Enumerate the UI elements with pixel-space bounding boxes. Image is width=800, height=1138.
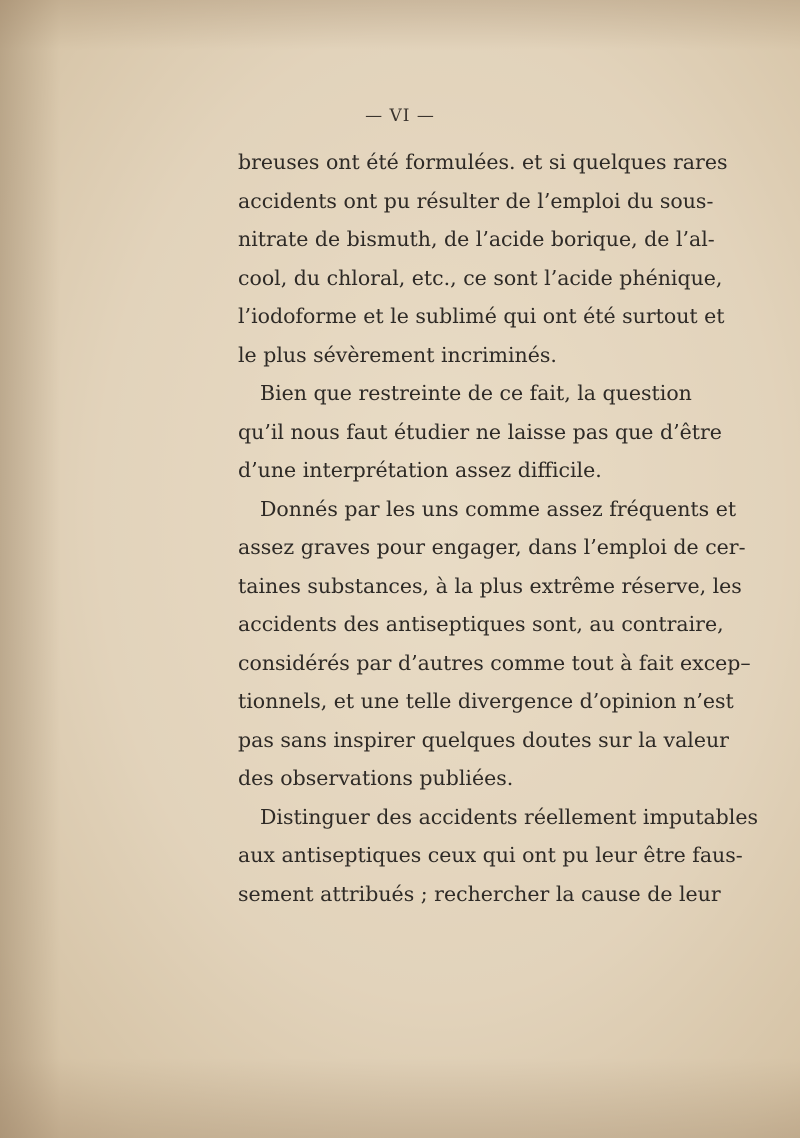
- text-line: considérés par d’autres comme tout à fait excep–: [238, 650, 751, 675]
- text-line: tionnels, et une telle divergence d’opinion n’est: [238, 689, 734, 713]
- text-line-paragraph-start: Donnés par les uns comme assez fréquents et: [260, 496, 737, 521]
- text-line: nitrate de bismuth, de l’acide borique, de l’al-: [238, 227, 715, 251]
- text-line: pas sans inspirer quelques doutes sur la valeur: [238, 727, 729, 752]
- text-line-paragraph-start: Bien que restreinte de ce fait, la question: [260, 381, 692, 405]
- text-line: l’iodoforme et le sublimé qui ont été surtout et: [238, 304, 725, 328]
- text-line: taines substances, à la plus extrême réserve, les: [238, 573, 742, 598]
- text-line-paragraph-end: des observations publiées.: [238, 766, 514, 790]
- text-line-paragraph-start: Distinguer des accidents réellement imputables: [260, 804, 758, 829]
- text-line-paragraph-end: d’une interprétation assez difficile.: [238, 458, 602, 482]
- text-line: cool, du chloral, etc., ce sont l’acide phénique,: [238, 265, 723, 290]
- body-text: [238, 143, 758, 913]
- text-line: breuses ont été formulées. et si quelques rares: [238, 150, 728, 174]
- text-line: sement attribués ; rechercher la cause de leur: [238, 881, 721, 906]
- page-edge-shadow-bottom: [0, 1058, 800, 1138]
- text-line: accidents ont pu résulter de l’emploi du sous-: [238, 188, 714, 213]
- page-edge-shadow-top: [0, 0, 800, 50]
- page-number: — VI —: [365, 106, 435, 126]
- text-line: accidents des antiseptiques sont, au contraire,: [238, 612, 724, 636]
- page-edge-shadow-left: [0, 0, 60, 1138]
- text-line: assez graves pour engager, dans l’emploi de cer-: [238, 535, 746, 559]
- text-line: qu’il nous faut étudier ne laisse pas que d’être: [238, 419, 722, 444]
- text-line: aux antiseptiques ceux qui ont pu leur être faus-: [238, 843, 743, 867]
- text-line-paragraph-end: le plus sévèrement incriminés.: [238, 342, 557, 367]
